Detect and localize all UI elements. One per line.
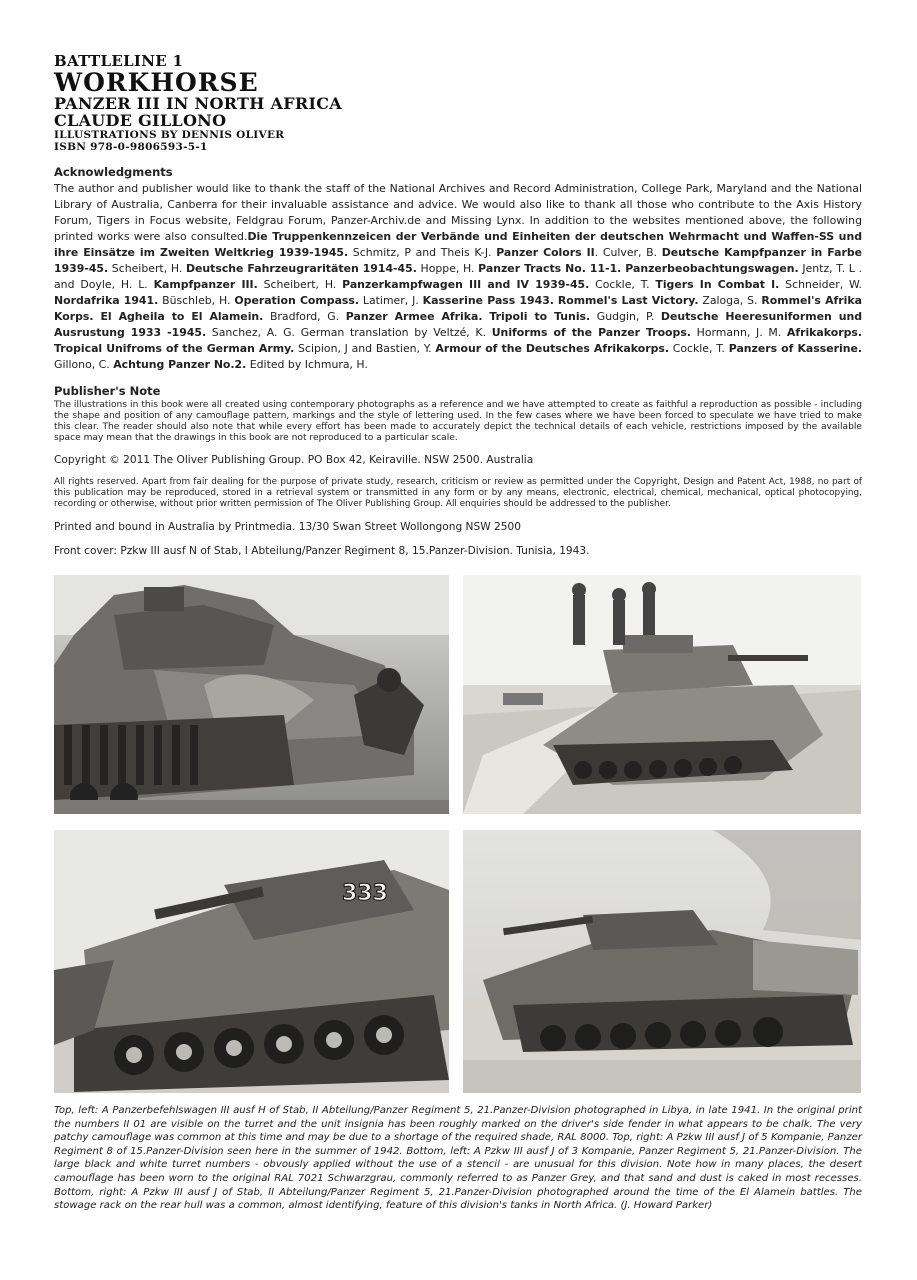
work-author: Bradford, G. bbox=[263, 309, 346, 323]
work-title: Deutsche Kampfpanzer in Farbe 1939-45. bbox=[54, 245, 862, 275]
work-author: Sanchez, A. G. German translation by Veltzé, K. bbox=[206, 325, 492, 339]
photo-top-left bbox=[54, 575, 449, 814]
series-title: BATTLELINE 1 bbox=[54, 52, 184, 70]
work-author: Scheibert, H. bbox=[257, 277, 343, 291]
work-author: Hoppe, H. bbox=[416, 261, 479, 275]
work-author: Cockle, T. bbox=[589, 277, 656, 291]
work-title: Operation Compass. bbox=[234, 293, 360, 307]
photo-bottom-right bbox=[463, 830, 861, 1093]
tank-photo-4 bbox=[463, 830, 861, 1093]
photo-bottom-left bbox=[54, 830, 449, 1093]
work-author: Gudgin, P. bbox=[590, 309, 661, 323]
work-author: Büschleb, H. bbox=[158, 293, 235, 307]
work-title: Kampfpanzer III. bbox=[153, 277, 258, 291]
work-author: Gillono, C. bbox=[54, 357, 114, 371]
work-author: . Culver, B. bbox=[594, 245, 662, 259]
publishers-note-title: Publisher's Note bbox=[54, 383, 161, 398]
work-author: Zaloga, S. bbox=[698, 293, 762, 307]
work-author: Latimer, J. bbox=[359, 293, 423, 307]
work-title: Kasserine Pass 1943. bbox=[422, 293, 554, 307]
front-cover-line: Front cover: Pzkw III ausf N of Stab, I Abteilung/Panzer Regiment 8, 15.Panzer-Division. Tunisia, 1943. bbox=[54, 544, 590, 557]
works-list bbox=[54, 230, 862, 371]
author-name: CLAUDE GILLONO bbox=[54, 111, 227, 130]
work-author: Edited by Ichmura, H. bbox=[246, 357, 368, 371]
work-author: Cockle, T. bbox=[668, 341, 729, 355]
isbn: ISBN 978-0-9806593-5-1 bbox=[54, 140, 208, 153]
work-title: Nordafrika 1941. bbox=[54, 293, 159, 307]
work-title: Tigers In Combat I. bbox=[655, 277, 780, 291]
photo-grid bbox=[54, 575, 862, 1093]
work-author: Jentz, T. L . and Doyle, H. L. bbox=[54, 261, 862, 291]
work-author: Scheibert, H. bbox=[108, 261, 186, 275]
tank-photo-2 bbox=[463, 575, 861, 814]
acknowledgments-intro: The author and publisher would like to thank the staff of the National Archives and Record Administration, College Park, Maryland and the National Library of Australia, Canberra for their invaluable assistance and advice. We would also like to thank all those who contribute to the Axis History Forum, Tigers in Focus website, Feldgrau Forum, Panzer-Archiv.de and Missing Lynx. In addition to the websites mentioned above, the following printed works were also consulted. bbox=[54, 181, 862, 243]
work-title: Deutsche Heeresuniformen und Ausrustung 1933 -1945. bbox=[54, 309, 863, 339]
work-author: Scipion, J and Bastien, Y. bbox=[294, 341, 436, 355]
illustrator-credit: ILLUSTRATIONS BY DENNIS OLIVER bbox=[54, 129, 285, 141]
tank-photo-1 bbox=[54, 575, 449, 814]
work-author: Hormann, J. M. bbox=[690, 325, 787, 339]
copyright-line: Copyright © 2011 The Oliver Publishing Group. PO Box 42, Keiraville. NSW 2500. Australia bbox=[54, 454, 534, 467]
work-title: Die Truppenkennzeicen der Verbände und Einheiten der deutschen Wehrmacht und Waffen-SS und ihre Einsätze im Zweiten Weltkrieg 1939-1945. bbox=[54, 229, 862, 259]
work-author: Schmitz, P and Theis K-J. bbox=[348, 245, 497, 259]
work-title: Deutsche Fahrzeugraritäten 1914-45. bbox=[185, 261, 417, 275]
work-title: Panzer Tracts No. 11-1. Panzerbeobachtungswagen. bbox=[478, 261, 799, 275]
work-title: Panzer Armee Afrika. Tripoli to Tunis. bbox=[345, 309, 591, 323]
photo-caption: Top, left: A Panzerbefehlswagen III ausf H of Stab, II Abteilung/Panzer Regiment 5, 21.Panzer-Division photographed in Libya, in late 1941. In the original print the numbers II 01 are visible on the turret and the unit insignia has been roughly marked on the driver's side fender in what appears to be chalk. The very patchy camouflage was common at this time and may be due to a shortage of the required shade, RAL 8000. Top, right: A Pzkw III ausf J of 5 Kompanie, Panzer Regiment 8 of 15.Panzer-Division seen here in the summer of 1942. Bottom, left: A Pzkw III ausf J of 3 Kompanie, Panzer Regiment 5, 21.Panzer-Division. The large black and white turret numbers - obvously applied without the use of a stencil - are unusual for this division. Note how in many places, the desert camouflage has been worn to the original RAL 7021 Schwarzgrau, commonly referred to as Panzer Grey, and that sand and dust is caked in most recesses. Bottom, right: A Pzkw III ausf J of Stab, II Abteilung/Panzer Regiment 5, 21.Panzer-Division photographed around the time of the El Alamein battles. The stowage rack on the rear hull was a common, almost identifying, feature of this division's tanks in North Africa. (J. Howard Parker) bbox=[54, 1105, 862, 1212]
work-title: Armour of the Deutsches Afrikakorps. bbox=[435, 341, 669, 355]
work-author: Schneider, W. bbox=[779, 277, 863, 291]
work-title: Uniforms of the Panzer Troops. bbox=[491, 325, 691, 339]
book-title: WORKHORSE bbox=[54, 68, 259, 97]
work-title: Achtung Panzer No.2. bbox=[113, 357, 247, 371]
publishers-note-text: The illustrations in this book were all created using contemporary photographs as a reference and we have attempted to create as faithful a reproduction as possible - including the shape and position of any camouflage pattern, markings and the style of lettering used. In the few cases where we have been forced to speculate we have tried to make this clear. The reader should also note that while every effort has been made to accurately depict the technical details of each vehicle, restrictions imposed by the available space may mean that the drawings in this book are not reproduced to a particular scale. bbox=[54, 399, 862, 444]
work-title: Rommel's Afrika Korps. El Agheila to El Alamein. bbox=[54, 293, 862, 323]
work-title: Afrikakorps. Tropical Unifroms of the German Army. bbox=[54, 325, 862, 355]
page-text bbox=[54, 54, 862, 559]
printed-line: Printed and bound in Australia by Printmedia. 13/30 Swan Street Wollongong NSW 2500 bbox=[54, 521, 522, 534]
work-title: Panzers of Kasserine. bbox=[728, 341, 862, 355]
work-title: Panzer Colors II bbox=[496, 245, 595, 259]
rights-statement: All rights reserved. Apart from fair dealing for the purpose of private study, research, criticism or review as permitted under the Copyright, Design and Patent Act, 1988, no part of this publication may be reproduced, stored in a retrieval system or transmitted in any form or by any means, electronic, electrical, chemical, mechanical, optical photocopying, recording or otherwise, without prior written permission of The Oliver Publishing Group. All enquiries should be addressed to the publisher. bbox=[54, 477, 862, 510]
work-title: Rommel's Last Victory. bbox=[557, 293, 699, 307]
acknowledgments-text bbox=[54, 181, 862, 373]
acknowledgments-title: Acknowledgments bbox=[54, 165, 173, 179]
book-subtitle: PANZER III IN NORTH AFRICA bbox=[54, 94, 343, 113]
tank-photo-3 bbox=[54, 830, 449, 1093]
turret-number: 333 bbox=[342, 881, 388, 906]
photo-top-right bbox=[463, 575, 861, 814]
work-title: Panzerkampfwagen III and IV 1939-45. bbox=[342, 277, 590, 291]
